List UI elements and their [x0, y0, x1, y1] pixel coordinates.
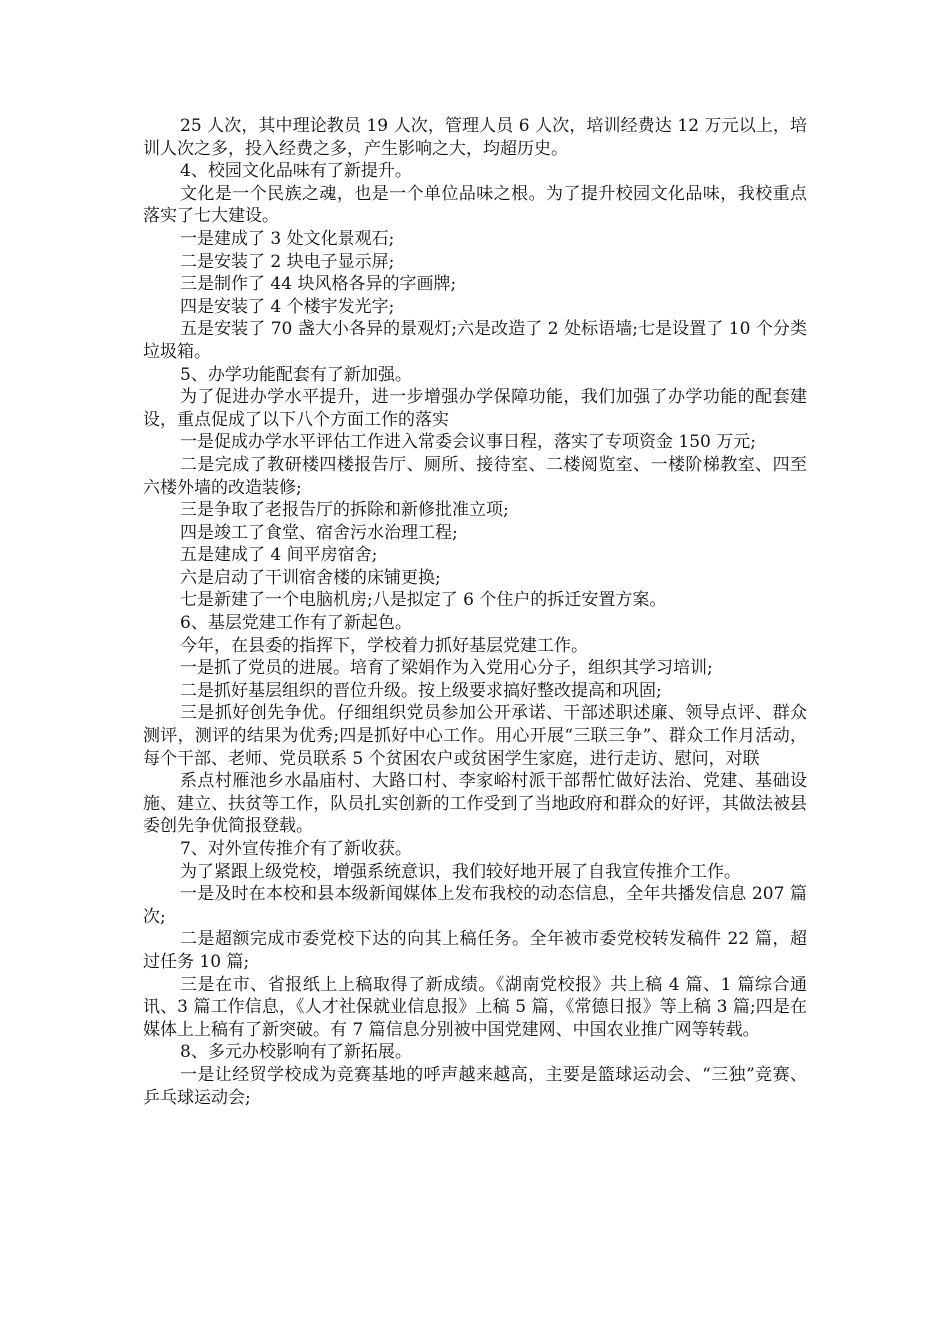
- list-item: 二是超额完成市委党校下达的向其上稿任务。全年被市委党校转发稿件 22 篇，超过任务 10 篇;: [143, 929, 807, 972]
- list-item: 二是完成了教研楼四楼报告厅、厕所、接待室、二楼阅览室、一楼阶梯教室、四至六楼外墙的改造装修;: [143, 454, 807, 498]
- list-item: 三是抓好创先争优。仔细组织党员参加公开承诺、干部述职述廉、领导点评、群众测评，测评的结果为优秀;四是抓好中心工作。用心开展“三联三争”、群众工作月活动，每个干部、老师、党员联系 5 个贫困农户或贫困学生家庭，进行走访、慰问，对联: [143, 703, 807, 769]
- list-item: 一是建成了 3 处文化景观石;: [180, 228, 395, 249]
- list-item: 一是让经贸学校成为竞赛基地的呼声越来越高，主要是篮球运动会、“三独”竞赛、乒乓球运动会;: [143, 1064, 807, 1108]
- list-item: 四是安装了 4 个楼宇发光字;: [180, 296, 395, 317]
- list-item: 二是安装了 2 块电子显示屏;: [180, 251, 395, 272]
- paragraph: 今年，在县委的指挥下，学校着力抓好基层党建工作。: [180, 635, 588, 656]
- section-heading: 6、基层党建工作有了新起色。: [180, 613, 412, 634]
- list-item: 一是及时在本校和县本级新闻媒体上发布我校的动态信息，全年共播发信息 207 篇次;: [143, 884, 807, 927]
- section-heading: 5、办学功能配套有了新加强。: [180, 364, 412, 385]
- list-item: 一是促成办学水平评估工作进入常委会议事日程，落实了专项资金 150 万元;: [180, 432, 756, 453]
- list-item: 七是新建了一个电脑机房;八是拟定了 6 个住户的拆迁安置方案。: [180, 590, 667, 611]
- paragraph: 为了促进办学水平提升，进一步增强办学保障功能，我们加强了办学功能的配套建设，重点促成了以下八个方面工作的落实: [143, 387, 807, 430]
- list-item: 三是在市、省报纸上上稿取得了新成绩。《湖南党校报》共上稿 4 篇、1 篇综合通讯、3 篇工作信息，《人才社保就业信息报》上稿 5 篇，《常德日报》等上稿 3 篇;四是在媒体上上稿有了新突破。有 7 篇信息分别被中国党建网、中国农业推广网等转载。: [143, 974, 807, 1040]
- list-item: 四是竣工了食堂、宿舍污水治理工程;: [180, 522, 458, 543]
- paragraph: 25 人次，其中理论教员 19 人次，管理人员 6 人次，培训经费达 12 万元以上，培训人次之多，投入经费之多，产生影响之大，均超历史。: [143, 116, 807, 159]
- list-item: 三是制作了 44 块风格各异的字画牌;: [180, 274, 457, 295]
- paragraph: 系点村雁池乡水晶庙村、大路口村、李家峪村派干部帮忙做好法治、党建、基础设施、建立、扶贫等工作，队员扎实创新的工作受到了当地政府和群众的好评，其做法被县委创先争优简报登载。: [143, 771, 807, 837]
- section-heading: 7、对外宣传推介有了新收获。: [180, 839, 412, 859]
- list-item: 二是抓好基层组织的晋位升级。按上级要求搞好整改提高和巩固;: [180, 680, 662, 701]
- paragraph: 为了紧跟上级党校，增强系统意识，我们较好地开展了自我宣传推介工作。: [180, 861, 741, 882]
- list-item: 三是争取了老报告厅的拆除和新修批准立项;: [180, 500, 509, 521]
- section-heading: 8、多元办校影响有了新拓展。: [180, 1042, 412, 1063]
- paragraph: 文化是一个民族之魂，也是一个单位品味之根。为了提升校园文化品味，我校重点落实了七大建设。: [143, 183, 807, 227]
- list-item: 五是建成了 4 间平房宿舍;: [180, 545, 378, 566]
- section-heading: 4、校园文化品味有了新提升。: [180, 161, 412, 182]
- list-item: 一是抓了党员的进展。培育了梁娟作为入党用心分子，组织其学习培训;: [180, 658, 713, 679]
- list-item: 六是启动了干训宿舍楼的床铺更换;: [180, 567, 441, 588]
- document-body: [143, 115, 807, 1109]
- list-item: 五是安装了 70 盏大小各异的景观灯;六是改造了 2 处标语墙;七是设置了 10 个分类垃圾箱。: [143, 319, 807, 362]
